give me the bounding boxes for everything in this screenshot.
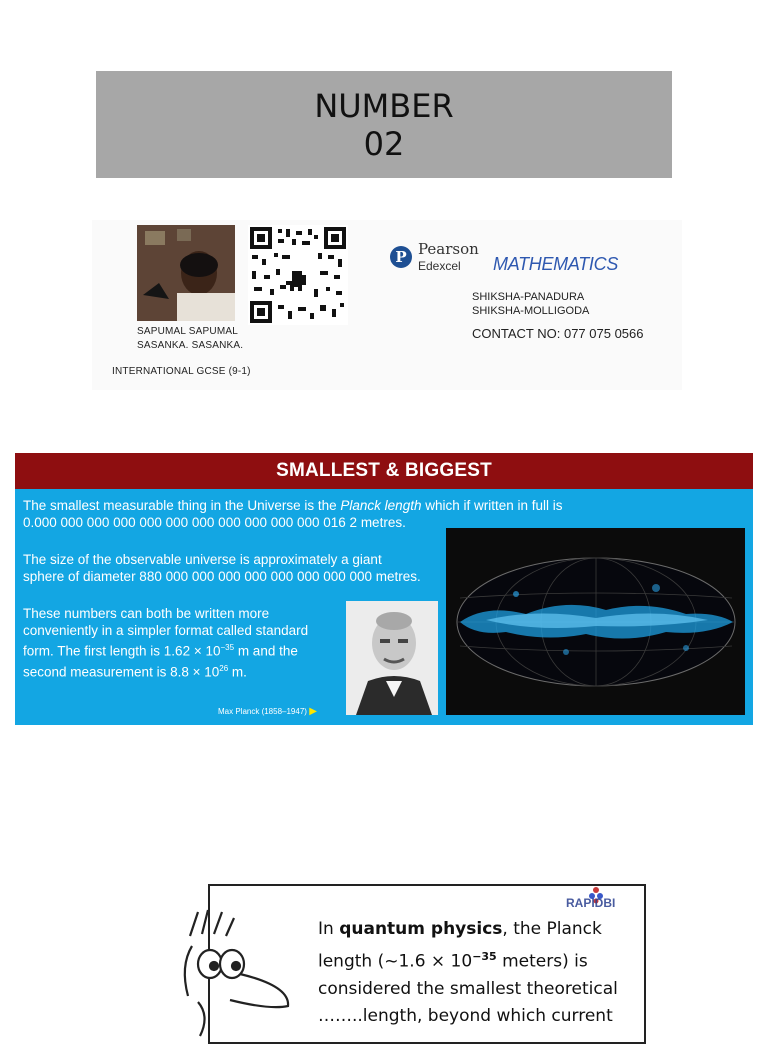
smallest-biggest-slide bbox=[15, 453, 753, 725]
second-measure-unit: m. bbox=[228, 664, 247, 679]
play-arrow-icon: ▶ bbox=[309, 706, 317, 717]
location-panadura: SHIKSHA-PANADURA bbox=[472, 291, 585, 303]
explanation-line-1 bbox=[318, 916, 648, 943]
planck-line-1-a: The smallest measurable thing in the Universe is the bbox=[23, 498, 341, 513]
standard-form-line-3 bbox=[23, 639, 345, 660]
course-label: INTERNATIONAL GCSE (9-1) bbox=[112, 366, 251, 377]
explanation-line-1-a: In bbox=[318, 919, 340, 939]
contact-number: CONTACT NO: 077 075 0566 bbox=[472, 326, 644, 341]
tutor-photo bbox=[137, 225, 235, 321]
standard-form-line-2: conveniently in a simpler format called standard bbox=[23, 623, 309, 638]
universe-map-image bbox=[446, 528, 745, 715]
title-line-2: 02 bbox=[363, 124, 405, 163]
planck-value-exponent: −35 bbox=[472, 950, 497, 963]
planck-paragraph bbox=[23, 497, 743, 531]
first-length-exponent: −35 bbox=[220, 643, 235, 652]
explanation-line-3: considered the smallest theoretical bbox=[318, 978, 618, 999]
planck-caption-text: Max Planck (1858–1947) bbox=[218, 707, 307, 716]
tutor-name-line-1: SAPUMAL SAPUMAL bbox=[137, 326, 238, 337]
standard-form-line-1: These numbers can both be written more bbox=[23, 606, 270, 621]
pearson-logo-icon: P bbox=[390, 246, 412, 268]
explanation-line-1-b: , the Planck bbox=[502, 919, 602, 939]
edexcel-wordmark: Edexcel bbox=[418, 259, 461, 273]
planck-value-text: length (~1.6 × 10 bbox=[318, 951, 473, 972]
standard-form-paragraph bbox=[23, 605, 345, 680]
tutor-header-card bbox=[92, 220, 682, 390]
first-length-unit: m and the bbox=[234, 643, 298, 659]
universe-line-1: The size of the observable universe is approximately a giant bbox=[23, 552, 382, 567]
rapidbi-watermark-text: RAPIDBI bbox=[566, 896, 616, 910]
title-banner bbox=[96, 71, 672, 178]
slide-heading: SMALLEST & BIGGEST bbox=[15, 453, 753, 489]
planck-caption bbox=[218, 706, 317, 717]
universe-paragraph bbox=[23, 551, 443, 585]
planck-line-1 bbox=[23, 497, 743, 514]
qr-code[interactable] bbox=[248, 225, 348, 325]
tutor-name-line-2: SASANKA. SASANKA. bbox=[137, 340, 244, 351]
second-measure-text: second measurement is 8.8 × 10 bbox=[23, 664, 220, 679]
planck-value-unit: meters) is bbox=[496, 951, 588, 972]
explanation-line-4: ……..length, beyond which current bbox=[318, 1005, 613, 1026]
explanation-line-2 bbox=[318, 943, 648, 976]
second-measure-exponent: 26 bbox=[219, 663, 229, 673]
pearson-wordmark: Pearson bbox=[418, 240, 479, 258]
planck-line-2: 0.000 000 000 000 000 000 000 000 000 000 000 016 2 metres. bbox=[23, 515, 406, 530]
professor-cartoon-icon bbox=[170, 906, 310, 1046]
title-line-1: NUMBER bbox=[314, 86, 454, 125]
universe-line-2: sphere of diameter 880 000 000 000 000 000 000 000 000 metres. bbox=[23, 569, 421, 584]
subject-title: MATHEMATICS bbox=[493, 254, 619, 274]
planck-length-term: Planck length bbox=[340, 498, 422, 513]
first-length-text: form. The first length is 1.62 × 10 bbox=[23, 643, 221, 659]
standard-form-line-4 bbox=[23, 660, 345, 681]
planck-line-1-b: which if written in full is bbox=[421, 498, 563, 513]
planck-explanation bbox=[318, 916, 648, 1030]
quantum-physics-term: quantum physics bbox=[339, 919, 503, 939]
location-molligoda: SHIKSHA-MOLLIGODA bbox=[472, 305, 590, 317]
quantum-physics-cartoon bbox=[208, 884, 646, 1044]
max-planck-portrait bbox=[346, 601, 438, 715]
rapidbi-watermark bbox=[566, 896, 615, 910]
